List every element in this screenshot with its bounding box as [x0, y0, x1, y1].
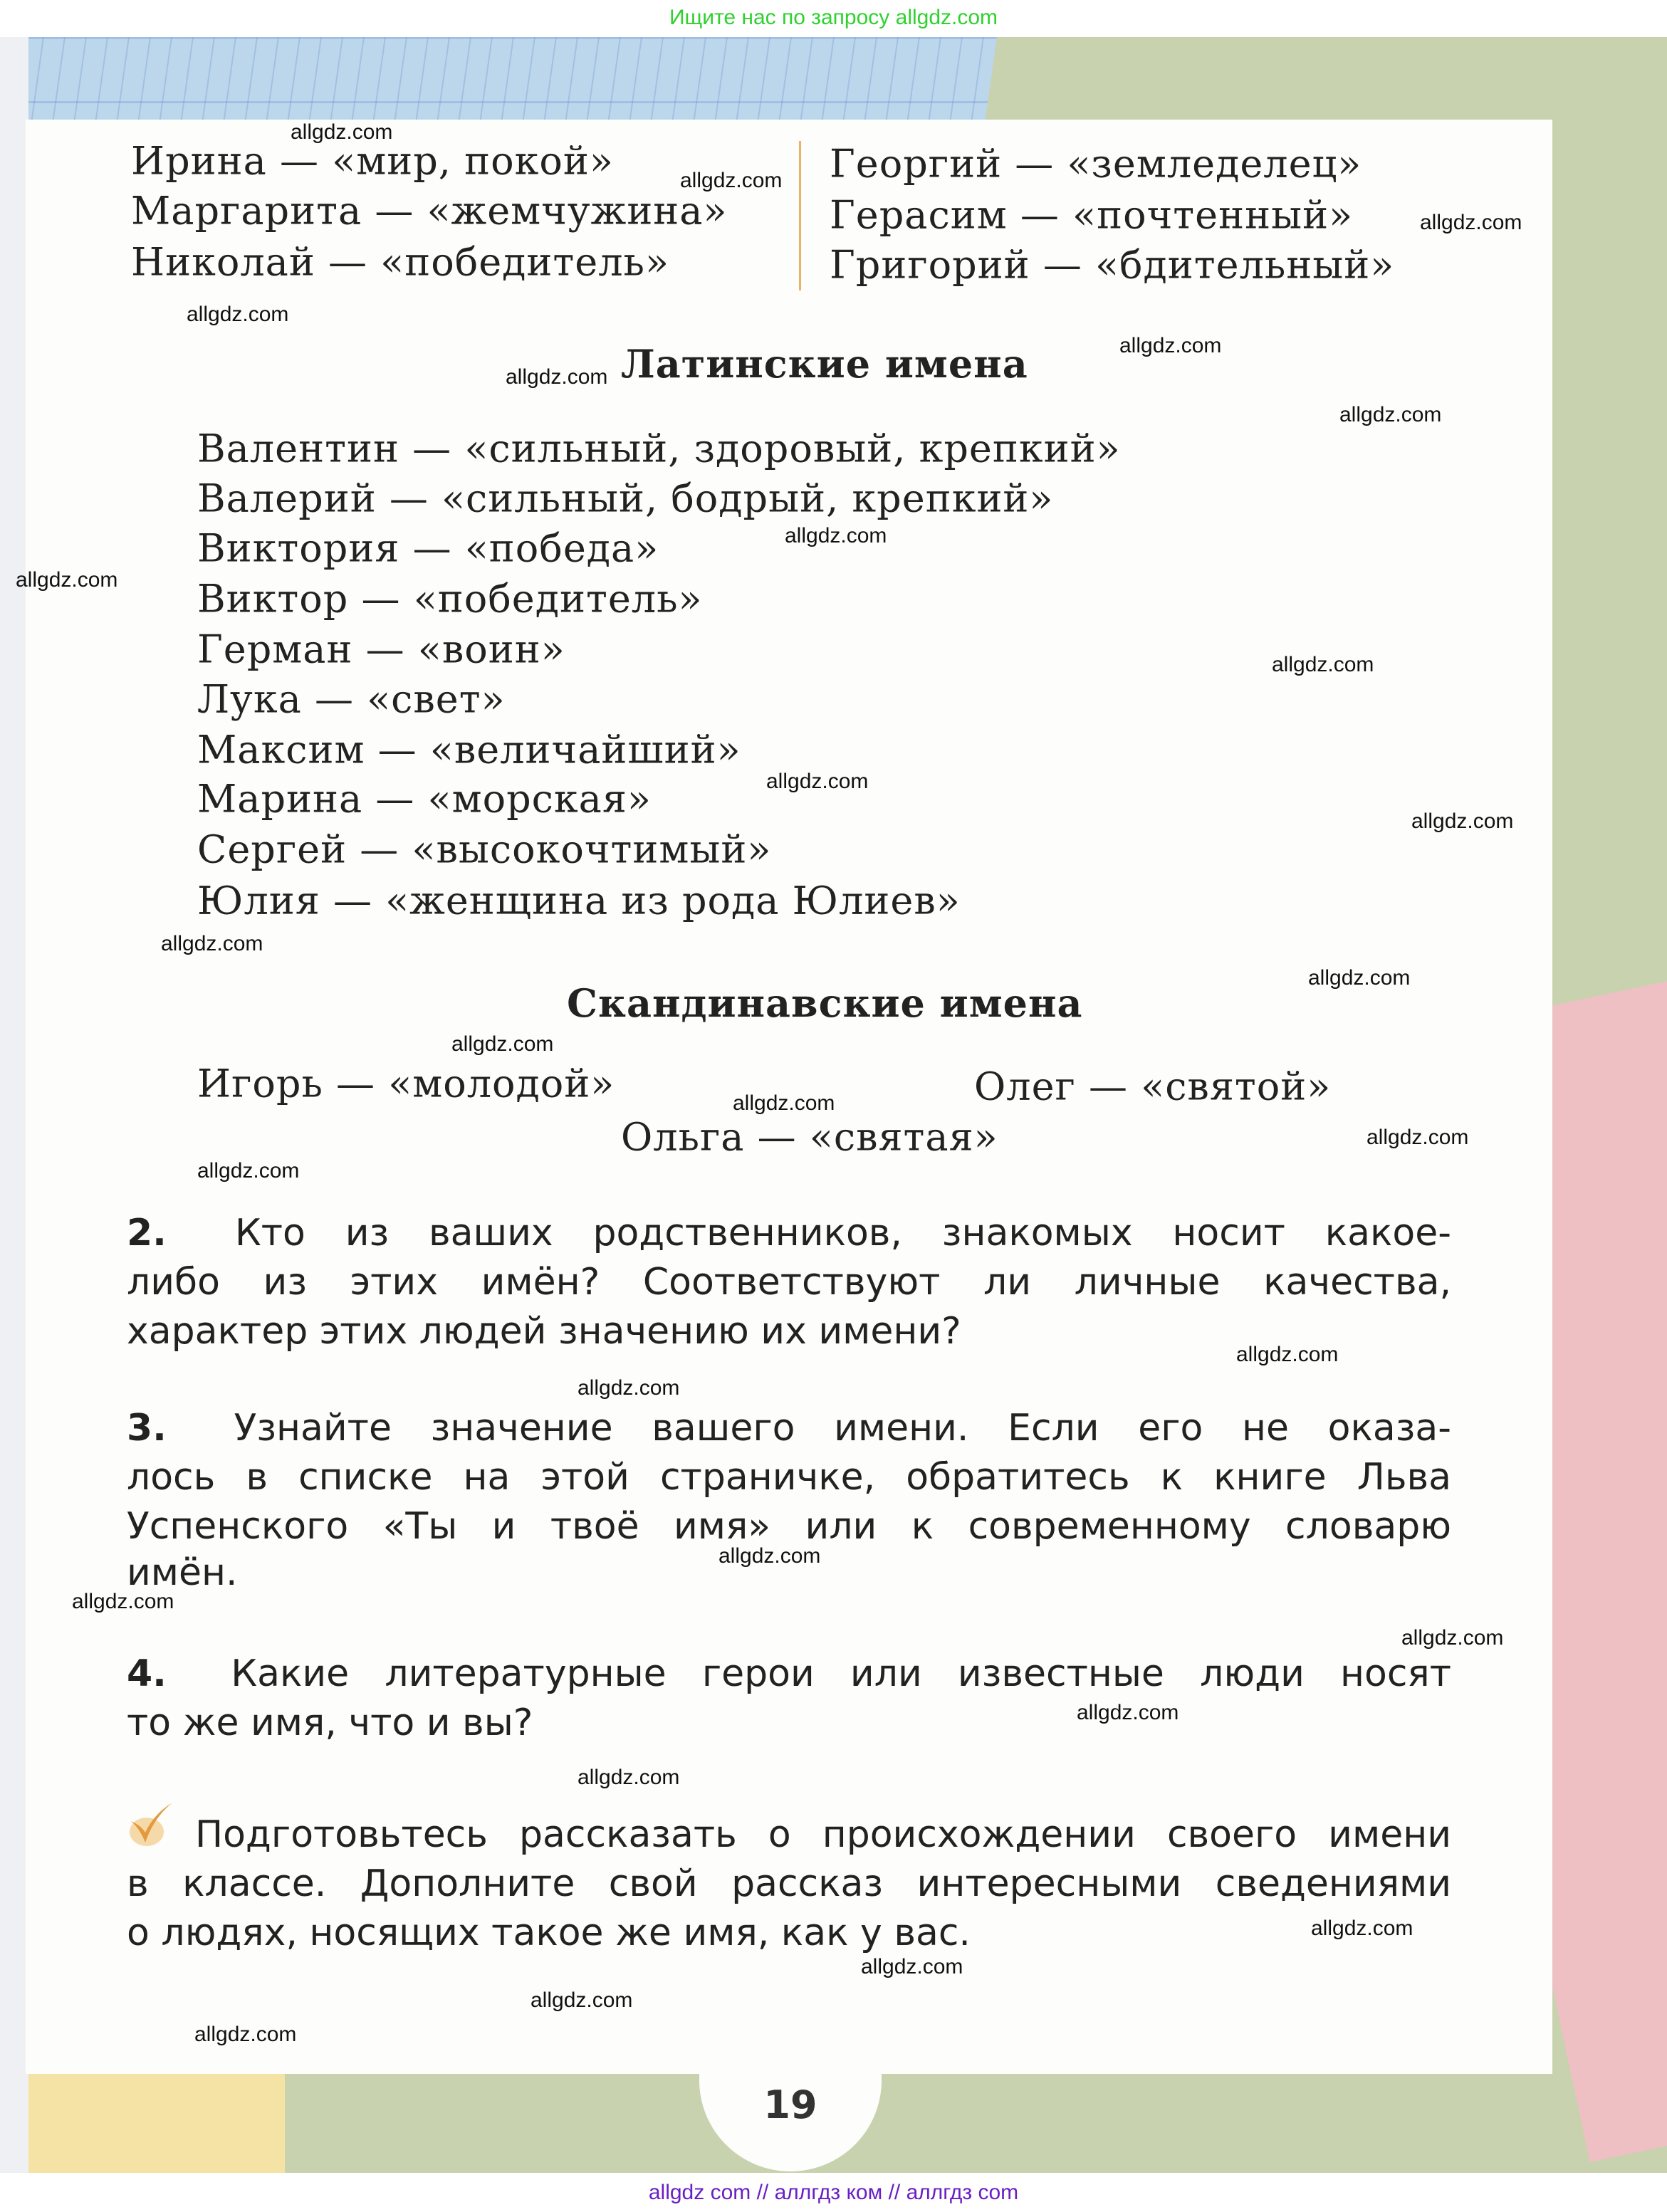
watermark-text: allgdz.com: [785, 524, 887, 547]
watermark-text: allgdz.com: [16, 568, 118, 592]
watermark-text: allgdz.com: [1119, 334, 1222, 357]
section-heading-latin: Латинские имена: [621, 341, 1028, 387]
watermark-text: allgdz.com: [861, 1955, 963, 1978]
task-number: 3.: [127, 1407, 167, 1450]
watermark-text: allgdz.com: [1411, 809, 1514, 833]
homework-line: о людях, носящих такое же имя, как у вас.: [127, 1912, 971, 1954]
watermark-text: allgdz.com: [766, 770, 869, 793]
watermark-text: allgdz.com: [161, 932, 263, 955]
name-entry: Маргарита — «жемчужина»: [131, 188, 728, 234]
name-entry: Виктор — «победитель»: [197, 576, 703, 622]
name-entry: Григорий — «бдительный»: [830, 242, 1395, 288]
watermark-text: allgdz.com: [1272, 653, 1374, 676]
task-line: [127, 1209, 1451, 1258]
task-2: [127, 1209, 1451, 1356]
top-banner-text: Ищите нас по запросу allgdz.com: [669, 6, 998, 29]
watermark-text: allgdz.com: [531, 1988, 633, 2012]
task-number: 4.: [127, 1652, 167, 1695]
watermark-text: allgdz.com: [578, 1766, 680, 1789]
bottom-banner: [0, 2173, 1667, 2212]
watermark-text: allgdz.com: [1077, 1701, 1179, 1724]
top-banner: [0, 0, 1667, 37]
bottom-banner-text: allgdz com // аллгдз ком // аллгдз com: [648, 2181, 1019, 2204]
name-entry: Максим — «величайший»: [197, 727, 741, 772]
name-entry: Виктория — «победа»: [197, 525, 659, 571]
watermark-text: allgdz.com: [506, 365, 608, 389]
task-line: либо из этих имён? Соответствуют ли личные качества,: [127, 1261, 1451, 1304]
homework-line: в классе. Дополните свой рассказ интересными сведениями: [127, 1862, 1451, 1905]
watermark-text: allgdz.com: [1420, 211, 1522, 234]
watermark-text: allgdz.com: [194, 2023, 297, 2046]
task-line: лось в списке на этой страничке, обратитесь к книге Льва: [127, 1456, 1451, 1499]
yellow-decoration: [0, 2073, 285, 2173]
name-entry: Герман — «воин»: [197, 627, 565, 672]
name-entry: Ирина — «мир, покой»: [131, 138, 614, 184]
task-4: [127, 1650, 1451, 1748]
name-entry: Георгий — «земледелец»: [830, 141, 1362, 187]
watermark-text: allgdz.com: [718, 1544, 821, 1568]
watermark-text: allgdz.com: [187, 303, 289, 326]
name-entry: Валерий — «сильный, бодрый, крепкий»: [197, 476, 1054, 521]
name-entry: Юлия — «женщина из рода Юлиев»: [197, 878, 961, 923]
task-text: Какие литературные герои или известные люди носят: [231, 1652, 1452, 1695]
task-line: имён.: [127, 1551, 238, 1594]
page-number: 19: [763, 2082, 817, 2127]
column-divider: [799, 141, 801, 290]
task-line: Успенского «Ты и твоё имя» или к современному словарю: [127, 1505, 1451, 1548]
task-text: Кто из ваших родственников, знакомых носит какое-: [234, 1212, 1452, 1254]
watermark-text: allgdz.com: [1311, 1917, 1413, 1940]
name-entry: Игорь — «молодой»: [197, 1061, 615, 1106]
watermark-text: allgdz.com: [1401, 1626, 1504, 1650]
task-line: характер этих людей значению их имени?: [127, 1310, 961, 1353]
task-line: [127, 1404, 1451, 1453]
watermark-text: allgdz.com: [680, 169, 783, 192]
task-line: [127, 1650, 1451, 1699]
name-entry: Николай — «победитель»: [131, 239, 669, 285]
name-entry: Олег — «святой»: [974, 1064, 1332, 1109]
homework-line: Подготовьтесь рассказать о происхождении своего имени: [195, 1813, 1451, 1856]
task-line: то же имя, что и вы?: [127, 1702, 533, 1744]
watermark-text: allgdz.com: [451, 1032, 554, 1056]
watermark-text: allgdz.com: [72, 1590, 174, 1613]
name-entry: Сергей — «высокочтимый»: [197, 827, 772, 872]
watermark-text: allgdz.com: [1236, 1343, 1339, 1366]
watermark-text: allgdz.com: [197, 1159, 300, 1183]
name-entry: Лука — «свет»: [197, 676, 506, 722]
watermark-text: allgdz.com: [1308, 966, 1411, 990]
name-entry: Герасим — «почтенный»: [830, 192, 1354, 238]
name-entry: Марина — «морская»: [197, 776, 652, 822]
watermark-text: allgdz.com: [1339, 403, 1442, 426]
watermark-text: allgdz.com: [578, 1376, 680, 1400]
section-heading-scandinavian: Скандинавские имена: [567, 980, 1083, 1026]
homework: [127, 1810, 1451, 1958]
task-text: Узнайте значение вашего имени. Если его не оказа-: [234, 1407, 1451, 1450]
name-entry: Ольга — «святая»: [621, 1114, 998, 1160]
watermark-text: allgdz.com: [291, 120, 393, 144]
watermark-text: allgdz.com: [733, 1091, 835, 1115]
watermark-text: allgdz.com: [1366, 1126, 1469, 1149]
page-gutter: [0, 37, 28, 2173]
name-entry: Валентин — «сильный, здоровый, крепкий»: [197, 426, 1121, 471]
task-number: 2.: [127, 1212, 167, 1254]
